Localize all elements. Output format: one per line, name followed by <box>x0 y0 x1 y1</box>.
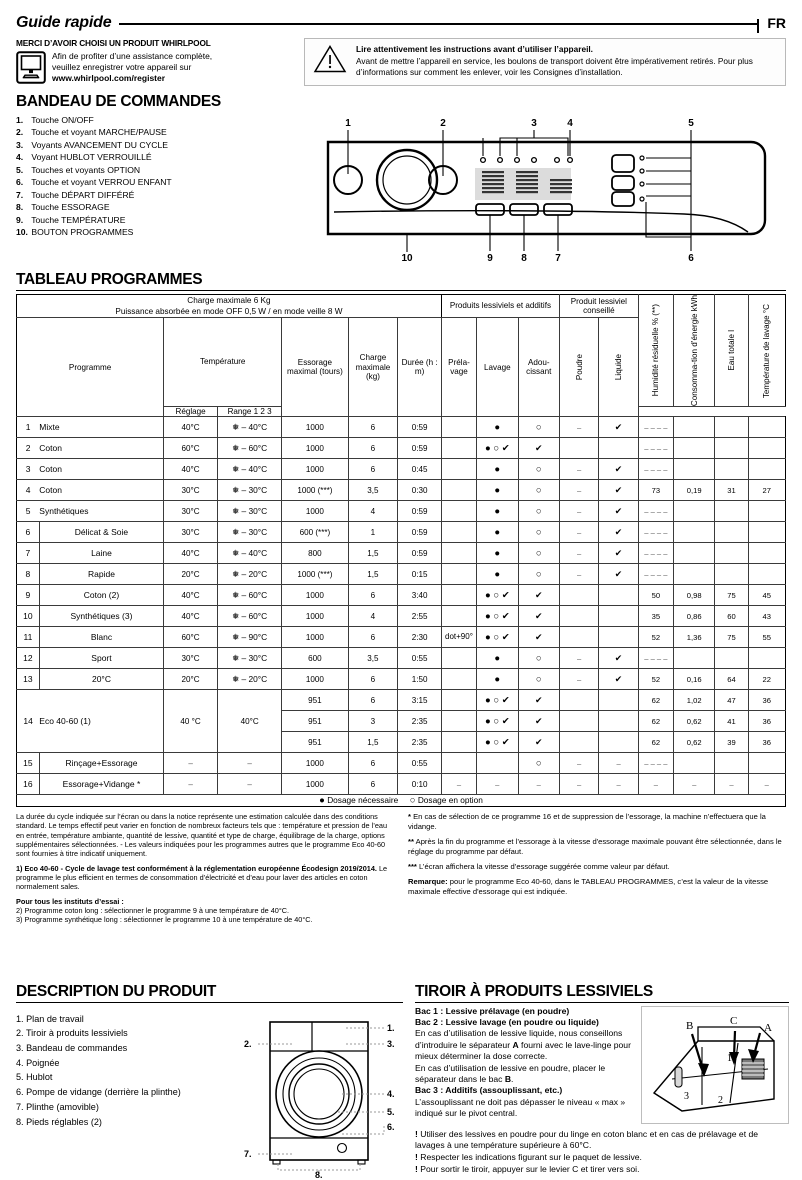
legend-item: 9. Touche TEMPÉRATURE <box>16 214 126 225</box>
table-row: 9 Coton (2) 40°C ❅ – 60°C 1000 6 3:40 ● ○ ✔ ✔ 50 0,98 75 45 <box>17 585 786 606</box>
detergent-drawer-diagram <box>641 1006 789 1124</box>
svg-text:7: 7 <box>555 253 561 264</box>
legend-item: 2. Touche et voyant MARCHE/PAUSE <box>16 127 167 138</box>
col-program-header: Programme <box>17 318 164 417</box>
col-water-header: Eau totale l <box>715 295 748 407</box>
footnote-star-text: En cas de sélection de ce programme 16 et de suppression de l’essorage, la machine n’effectuera que la vidange. <box>408 811 766 831</box>
svg-text:3: 3 <box>531 118 537 129</box>
drawer-bac-2: 2 <box>718 1094 723 1106</box>
list-item: 1. Plan de travail <box>16 1013 84 1024</box>
svg-text:4: 4 <box>567 118 573 129</box>
col-duration-header: Durée (h : m) <box>398 318 442 417</box>
max-load-note: Charge maximale 6 Kg <box>187 296 271 305</box>
footnote-eco-rest: Le programme le plus efficient en termes de consommation d’électricité et d’eau pour laver des articles en coton normalement sales. <box>16 863 388 892</box>
footnote-3star <box>408 862 786 872</box>
footnote-institutes-2: 2) Programme coton long : sélectionner le programme 9 à une température de 40°C. <box>16 905 290 915</box>
control-panel-section <box>16 114 786 264</box>
footnote-eco <box>16 864 394 892</box>
table-row: 7 Laine 40°C ❅ – 40°C 800 1,5 0:59 ● ○ – ✔ – – – – <box>17 543 786 564</box>
register-line-1: Afin de profiter d’une assistance complète, <box>52 51 213 61</box>
table-row: 16 Essorage+Vidange * – – 1000 6 0:10 – – – – – – – – – <box>17 774 786 795</box>
col-range-header: Range 1 2 3 <box>218 407 282 417</box>
drawer-label-B: B <box>686 1019 694 1032</box>
svg-text:7.: 7. <box>244 1148 252 1159</box>
svg-text:2: 2 <box>440 118 446 129</box>
section-program-table-title: TABLEAU PROGRAMMES <box>16 271 786 291</box>
svg-text:2.: 2. <box>244 1038 252 1049</box>
table-row: 4 Coton 30°C ❅ – 30°C 1000 (***) 3,5 0:30 ● ○ – ✔ 73 0,19 31 27 <box>17 480 786 501</box>
footnote-duration: La durée du cycle indiquée sur l’écran ou dans la notice représente une estimation calculée dans des conditions standard. Le temps effectif peut varier en fonction de nombreux facteurs tels que : température et pression de l’eau en entrée, température ambiante, quantité de lessive, quantité et type de charge, équilibrage de la charge, options supplémentaires sélectionnées. - Les valeurs indiquées pour les programmes autres que le programme Eco 40-60 sont fournies à titre indicatif uniquement. <box>16 811 388 859</box>
thanks-heading: MERCI D’AVOIR CHOISI UN PRODUIT WHIRLPOOL <box>16 38 211 48</box>
group-recommended-header: Produit lessiviel conseillé <box>559 295 638 318</box>
drawer-paragraph-1: En cas d’utilisation de lessive liquide, nous conseillons d’introduire le séparateur A fourni avec le lave-linge pour mieux déterminer la dose correcte. <box>415 1028 631 1062</box>
footnote-3star-text: L’écran affichera la vitesse d’essorage suggérée comme valeur par défaut. <box>419 861 670 871</box>
table-row: 10 Synthétiques (3) 40°C ❅ – 60°C 1000 4 2:55 ● ○ ✔ ✔ 35 0,86 60 43 <box>17 606 786 627</box>
register-line-2: veuillez enregistrer votre appareil sur <box>52 62 192 73</box>
col-powder-header: Poudre <box>559 318 598 417</box>
table-row: 13 20°C 20°C ❅ – 20°C 1000 6 1:50 ● ○ – ✔ 52 0,16 64 22 <box>17 669 786 690</box>
power-note: Puissance absorbée en mode OFF 0,5 W / en mode veille 8 W <box>115 307 343 317</box>
drawer-warning-2: ! Respecter les indications figurant sur le paquet de lessive. <box>415 1152 642 1163</box>
drawer-instructions <box>415 1006 633 1124</box>
section-detergent-drawer-title: TIROIR À PRODUITS LESSIVIELS <box>415 983 789 1003</box>
drawer-bac-3: 3 <box>684 1090 689 1102</box>
col-wash-header: Lavage <box>477 318 518 417</box>
control-panel-diagram <box>322 114 786 264</box>
svg-text:5.: 5. <box>387 1106 395 1117</box>
bac3-label: Bac 3 : Additifs (assouplissant, etc.) <box>415 1085 563 1096</box>
col-prewash-header: Préla-vage <box>441 318 476 417</box>
table-row: 11 Blanc 60°C ❅ – 90°C 1000 6 2:30 dot+90° ● ○ ✔ ✔ 52 1,36 75 55 <box>17 627 786 648</box>
product-description-section <box>16 976 403 1178</box>
legend-item: 1. Touche ON/OFF <box>16 115 94 125</box>
svg-text:9: 9 <box>487 253 493 264</box>
drawer-warning-1: ! Utiliser des lessives en poudre pour du linge en coton blanc et en cas de prélavage et de lavages à une température supérieure à 60°C. <box>415 1128 759 1151</box>
footnote-2star-text: Après la fin du programme et l’essorage à la vitesse d'essorage maximale pouvant être sélectionnée, dans le réglage du programme par défaut. <box>408 836 782 856</box>
drawer-label-C: C <box>730 1014 738 1027</box>
warning-title: Lire attentivement les instructions avant d’utiliser l’appareil. <box>356 44 593 54</box>
list-item: 6. Pompe de vidange (derrière la plinthe) <box>16 1087 181 1098</box>
svg-text:10: 10 <box>401 253 413 264</box>
footnote-remark <box>408 877 786 897</box>
legend-open-circle-icon: ○ <box>409 795 416 807</box>
footnote-star <box>408 812 786 832</box>
table-row-eco: 951 1,5 2:35 ● ○ ✔ ✔ 62 0,62 39 36 <box>17 732 786 753</box>
group-detergents-header: Produits lessiviels et additifs <box>441 295 559 318</box>
col-maxload-header: Charge maximale (kg) <box>348 318 398 417</box>
footnote-institutes <box>16 897 394 925</box>
col-softener-header: Adou-cissant <box>518 318 559 417</box>
table-row-eco: 951 3 2:35 ● ○ ✔ ✔ 62 0,62 41 36 <box>17 711 786 732</box>
section-product-description-title: DESCRIPTION DU PRODUIT <box>16 983 403 1003</box>
footnote-star-mark: * <box>408 811 411 821</box>
svg-text:6.: 6. <box>387 1121 395 1132</box>
register-url[interactable]: www.whirlpool.com/register <box>52 73 166 84</box>
drawer-warning-3: ! Pour sortir le tiroir, appuyer sur le levier C et tirer vers soi. <box>415 1164 640 1175</box>
detergent-drawer-section <box>415 976 789 1178</box>
drawer-warnings <box>415 1129 789 1176</box>
footnotes-right <box>408 812 786 930</box>
table-row: 15 Rinçage+Essorage – – 1000 6 0:55 ○ – – – – – – <box>17 753 786 774</box>
table-row: 1 Mixte 40°C ❅ – 40°C 1000 6 0:59 ● ○ – ✔ – – – – <box>17 417 786 438</box>
drawer-bac-1: 1 <box>727 1052 732 1064</box>
registration-text <box>52 51 212 86</box>
computer-monitor-icon <box>16 51 46 86</box>
warning-text <box>356 44 777 78</box>
svg-text:3.: 3. <box>387 1038 395 1049</box>
list-item: 4. Poignée <box>16 1057 60 1068</box>
warning-callout <box>304 38 786 86</box>
legend-item: 5. Touches et voyants OPTION <box>16 164 141 175</box>
bac2-label: Bac 2 : Lessive lavage (en poudre ou liquide) <box>415 1016 599 1027</box>
legend-item: 3. Voyants AVANCEMENT DU CYCLE <box>16 139 168 150</box>
col-humidity-header: Humidité résiduelle % (**) <box>638 295 673 407</box>
svg-text:8.: 8. <box>315 1169 323 1178</box>
section-control-panel-title: BANDEAU DE COMMANDES <box>16 93 221 110</box>
table-row: 6 Délicat & Soie 30°C ❅ – 30°C 600 (***) 1 0:59 ● ○ – ✔ – – – – <box>17 522 786 543</box>
legend-item: 6. Touche et voyant VERROU ENFANT <box>16 177 172 188</box>
table-row: 5 Synthétiques 30°C ❅ – 30°C 1000 4 0:59 ● ○ – ✔ – – – – <box>17 501 786 522</box>
document-header <box>16 14 786 32</box>
list-item: 7. Plinthe (amovible) <box>16 1101 99 1112</box>
footnote-remark-bold: Remarque: <box>408 877 448 886</box>
legend-item: 10. BOUTON PROGRAMMES <box>16 227 134 238</box>
table-row: 3 Coton 40°C ❅ – 40°C 1000 6 0:45 ● ○ – ✔ – – – – <box>17 459 786 480</box>
control-panel-legend <box>16 114 316 264</box>
col-temperature-header: Température <box>164 318 282 407</box>
table-row: 12 Sport 30°C ❅ – 30°C 600 3,5 0:55 ● ○ – ✔ – – – – <box>17 648 786 669</box>
warning-triangle-icon <box>313 44 347 76</box>
footnote-2star-mark: ** <box>408 836 414 846</box>
col-liquid-header: Liquide <box>599 318 638 417</box>
program-table <box>16 294 786 807</box>
svg-text:1: 1 <box>345 118 351 129</box>
footnote-eco-bold: 1) Eco 40-60 - Cycle de lavage test conformément à la réglementation européenne Écodesign 2019/2014. <box>16 863 377 873</box>
drawer-paragraph-2: En cas d’utilisation de lessive en poudre, placer le séparateur dans le bac B. <box>415 1062 606 1085</box>
list-item: 8. Pieds réglables (2) <box>16 1116 102 1127</box>
page-title: Guide rapide <box>16 14 112 31</box>
bac1-label: Bac 1 : Lessive prélavage (en poudre) <box>415 1005 570 1016</box>
table-legend-row <box>17 795 786 807</box>
warning-body: Avant de mettre l’appareil en service, les boulons de transport doivent être impérativement retirés. Pour plus d’informations sur comment les enlever, voir les Consignes d’installation. <box>356 55 753 77</box>
table-row: 2 Coton 60°C ❅ – 60°C 1000 6 0:59 ● ○ ✔ ✔ – – – – <box>17 438 786 459</box>
legend-item: 7. Touche DÉPART DIFFÉRÉ <box>16 189 135 200</box>
svg-text:8: 8 <box>521 253 527 264</box>
legend-item: 4. Voyant HUBLOT VERROUILLÉ <box>16 152 152 163</box>
list-item: 2. Tiroir à produits lessiviels <box>16 1028 128 1039</box>
col-energy-header: Consomma-tion d’énergie kWh <box>673 295 714 407</box>
legend-required-label: Dosage nécessaire <box>327 795 399 806</box>
bottom-sections <box>16 976 786 1178</box>
footnote-2star <box>408 837 786 857</box>
svg-text:5: 5 <box>688 118 694 129</box>
legend-filled-dot-icon: ● <box>319 795 325 807</box>
col-spin-header: Essorage maximal (tours) <box>282 318 348 417</box>
table-row-eco: 14 Eco 40-60 (1) 40 °C 40°C 951 6 3:15 ● ○ ✔ ✔ 62 1,02 47 36 <box>17 690 786 711</box>
svg-text:6: 6 <box>688 253 694 264</box>
footnotes-left <box>16 812 394 930</box>
drawer-paragraph-3: L’assouplissant ne doit pas dépasser le niveau « max » indiqué sur le pivot central. <box>415 1096 626 1119</box>
table-row: 8 Rapide 20°C ❅ – 20°C 1000 (***) 1,5 0:15 ● ○ – ✔ – – – – <box>17 564 786 585</box>
col-reglage-header: Réglage <box>164 407 218 417</box>
footnote-institutes-title: Pour tous les instituts d’essai : <box>16 896 124 906</box>
footnote-remark-text: pour le programme Eco 40-60, dans le TABLEAU PROGRAMMES, c’est la valeur de la vitesse maximale effective d'essorage qui est indiquée. <box>408 877 769 897</box>
header-rule <box>119 23 759 25</box>
footnotes <box>16 812 786 930</box>
legend-item: 8. Touche ESSORAGE <box>16 202 110 213</box>
svg-text:4.: 4. <box>387 1088 395 1099</box>
footnote-institutes-3: 3) Programme synthétique long : sélectionner le programme 10 à une température de 40°C. <box>16 915 313 925</box>
table-note-row <box>17 295 786 318</box>
svg-text:1.: 1. <box>387 1022 395 1033</box>
registration-block <box>16 38 294 86</box>
language-badge: FR <box>767 15 786 31</box>
footnote-3star-mark: *** <box>408 861 417 871</box>
legend-optional-label: Dosage en option <box>417 795 483 806</box>
col-washtemp-header: Température de lavage °C <box>748 295 785 407</box>
drawer-label-A: A <box>764 1021 772 1034</box>
list-item: 5. Hublot <box>16 1072 53 1083</box>
washing-machine-diagram <box>238 1006 403 1178</box>
intro-row <box>16 38 786 86</box>
product-description-list <box>16 1012 234 1178</box>
list-item: 3. Bandeau de commandes <box>16 1042 128 1053</box>
